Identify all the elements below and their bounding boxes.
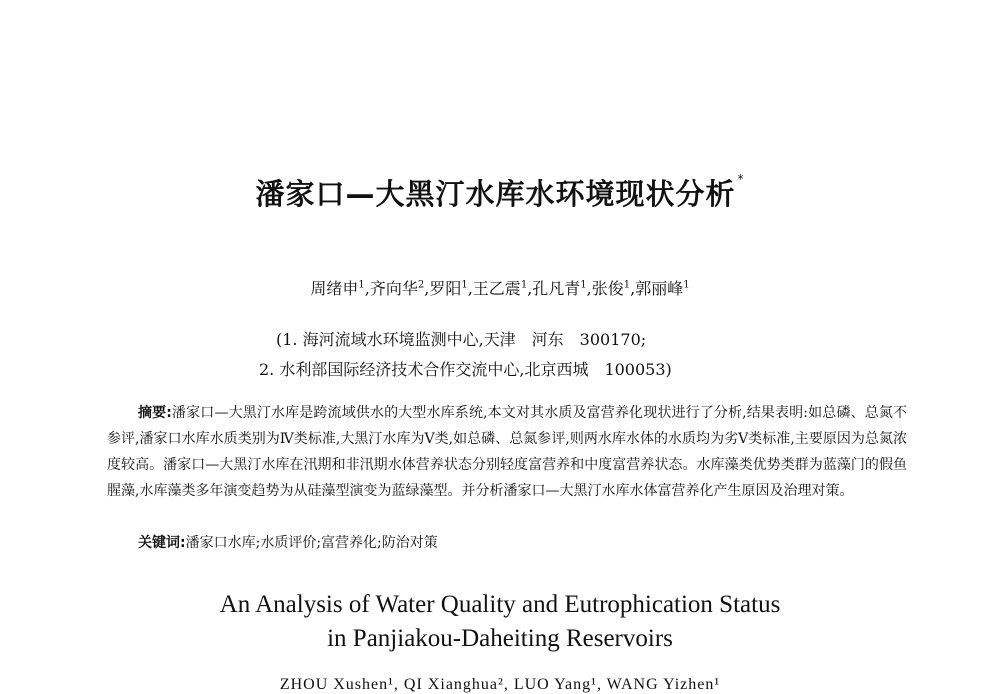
author-name: 郭丽峰 bbox=[635, 279, 684, 298]
author-name: 罗阳 bbox=[429, 279, 462, 298]
authors-cn: 周绪申$^1$,齐向华$^2$,罗阳$^1$,王乙震$^1$,孔凡青$^1$,张俊$^1$,郭丽峰$^1$ bbox=[310, 279, 690, 298]
author-affil-mark: 1 bbox=[580, 279, 587, 291]
affiliation-2: 2. 水利部国际经济技术合作交流中心,北京西城 100053) bbox=[259, 360, 672, 379]
title-footnote-mark: * bbox=[737, 172, 745, 186]
author-name: 张俊 bbox=[591, 279, 624, 298]
title-en-line-2: in Panjiakou-Daheiting Reservoirs bbox=[327, 625, 673, 652]
author-affil-mark: 1 bbox=[683, 279, 690, 291]
title-cn-text: 潘家口—大黑汀水库水环境现状分析 bbox=[255, 177, 736, 211]
authors-en: ZHOU Xushen¹, QI Xianghua², LUO Yang¹, WANG Yizhen¹ bbox=[279, 676, 721, 693]
title-en-line-1: An Analysis of Water Quality and Eutrophication Status bbox=[219, 591, 781, 618]
abstract-text: 潘家口—大黑汀水库是跨流域供水的大型水库系统,本文对其水质及富营养化现状进行了分析,结果表明:如总磷、总氮不参评,潘家口水库水质类别为Ⅳ类标准,大黑汀水库为Ⅴ类,如总磷、总氮参评,则两水库水体的水质均为劣Ⅴ类标准,主要原因为总氮浓度较高。潘家口—大黑汀水库在汛期和非汛期水体营养状态分别轻度富营养和中度富营养状态。水库藻类优势类群为蓝藻门的假鱼腥藻,水库藻类多年演变趋势为从硅藻型演变为蓝绿藻型。并分析潘家口—大黑汀水库水体富营养化产生原因及治理对策。 bbox=[107, 405, 907, 499]
author-name: 孔凡青 bbox=[532, 279, 581, 298]
paper-title-cn bbox=[0, 172, 1000, 213]
author-affil-mark: 1 bbox=[358, 279, 365, 291]
keywords bbox=[138, 532, 438, 552]
abstract-label: 摘要: bbox=[138, 405, 172, 421]
paper-title-en bbox=[0, 588, 1000, 656]
author-affil-mark: 1 bbox=[461, 279, 468, 291]
author-affil-mark: 1 bbox=[623, 279, 631, 291]
keywords-label: 关键词: bbox=[138, 535, 186, 551]
author-affil-mark: 2 bbox=[417, 279, 425, 291]
abstract bbox=[107, 400, 907, 504]
keywords-text: 潘家口水库;水质评价;富营养化;防治对策 bbox=[185, 535, 438, 551]
author-name: 齐向华 bbox=[369, 279, 418, 298]
author-affil-mark: 1 bbox=[520, 279, 528, 291]
author-name: 周绪申 bbox=[310, 279, 359, 298]
author-name: 王乙震 bbox=[472, 279, 521, 298]
affiliation-1: (1. 海河流域水环境监测中心,天津 河东 300170; bbox=[276, 330, 647, 349]
